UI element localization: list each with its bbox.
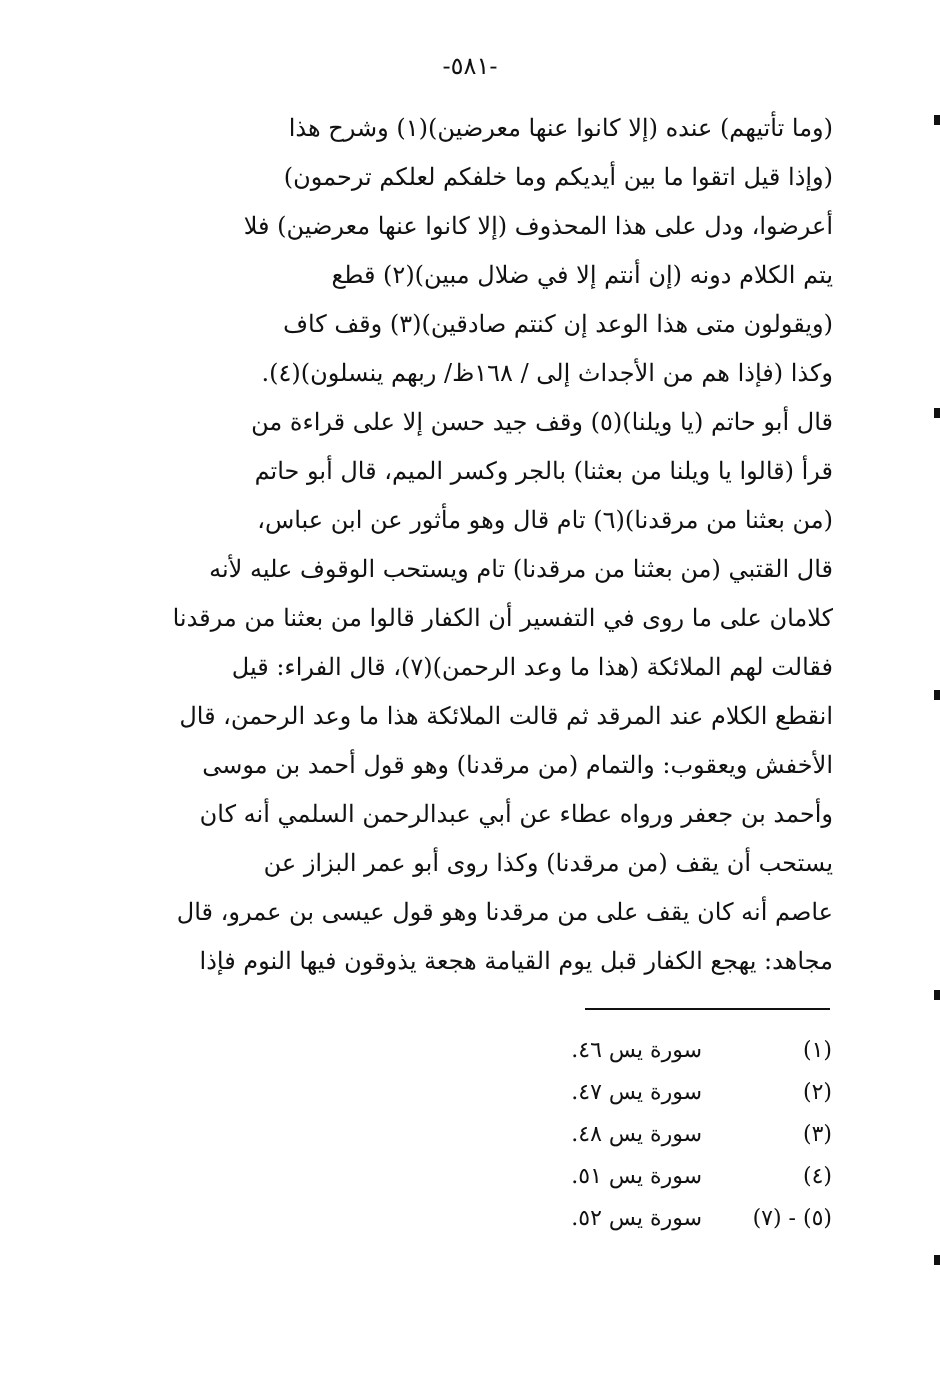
text-line: قال أبو حاتم (يا ويلنا)(٥) وقف جيد حسن إلا على قراءة من	[251, 408, 833, 436]
footnotes	[530, 1030, 832, 1240]
text-line: كلامان على ما روى في التفسير أن الكفار قالوا من بعثنا من مرقدنا	[172, 604, 833, 632]
scan-edge-mark	[934, 408, 940, 418]
text-line: انقطع الكلام عند المرقد ثم قالت الملائكة هذا ما وعد الرحمن، قال	[179, 702, 833, 730]
text-line: الأخفش ويعقوب: والتمام (من مرقدنا) وهو قول أحمد بن موسى	[202, 751, 833, 779]
scan-edge-mark	[934, 115, 940, 125]
footnote-text: سورة يس ٤٨.	[571, 1122, 702, 1147]
text-line: يستحب أن يقف (من مرقدنا) وكذا روى أبو عمر البزاز عن	[263, 849, 833, 877]
text-line: قال القتبي (من بعثنا من مرقدنا) تام ويستحب الوقوف عليه لأنه	[209, 555, 833, 583]
text-line: يتم الكلام دونه (إن أنتم إلا في ضلال مبين)(٢) قطع	[331, 261, 833, 289]
footnote-marker: (٤)	[802, 1164, 832, 1189]
footnote	[530, 1156, 832, 1198]
footnote-text: سورة يس ٥٢.	[571, 1206, 702, 1231]
page-number: -٥٨١-	[442, 52, 498, 80]
footnote	[530, 1030, 832, 1072]
footnote	[530, 1114, 832, 1156]
footnote-text: سورة يس ٤٧.	[571, 1080, 702, 1105]
text-line: (وما تأتيهم) عنده (إلا كانوا عنها معرضين)(١) وشرح هذا	[288, 114, 833, 142]
text-line: وكذا (فإذا هم من الأجداث إلى / ١٦٨ظ/ ربهم ينسلون)(٤).	[261, 359, 833, 387]
text-line: عاصم أنه كان يقف على من مرقدنا وهو قول عيسى بن عمرو، قال	[176, 898, 833, 926]
footnote	[530, 1198, 832, 1240]
footnote-marker: (١)	[802, 1038, 832, 1063]
footnote-text: سورة يس ٥١.	[571, 1164, 702, 1189]
scan-edge-mark	[934, 990, 940, 1000]
footnote-marker: (٥) - (٧)	[752, 1206, 832, 1231]
footnote-divider	[585, 1008, 830, 1010]
text-line: أعرضوا، ودل على هذا المحذوف (إلا كانوا عنها معرضين) فلا	[243, 212, 833, 240]
text-line: (ويقولون متى هذا الوعد إن كنتم صادقين)(٣) وقف كاف	[283, 310, 833, 338]
scan-edge-mark	[934, 690, 940, 700]
footnote-marker: (٢)	[802, 1080, 832, 1105]
text-line: (وإذا قيل اتقوا ما بين أيديكم وما خلفكم لعلكم ترحمون)	[283, 163, 833, 191]
text-line: قرأ (قالوا يا ويلنا من بعثنا) بالجر وكسر الميم، قال أبو حاتم	[254, 457, 833, 485]
scan-edge-mark	[934, 1255, 940, 1265]
footnote-marker: (٣)	[802, 1122, 832, 1147]
footnote-text: سورة يس ٤٦.	[571, 1038, 702, 1063]
text-line: (من بعثنا من مرقدنا)(٦) تام قال وهو مأثور عن ابن عباس،	[257, 506, 833, 534]
text-line: وأحمد بن جعفر ورواه عطاء عن أبي عبدالرحمن السلمي أنه كان	[199, 800, 833, 828]
text-line: فقالت لهم الملائكة (هذا ما وعد الرحمن)(٧)، قال الفراء: قيل	[231, 653, 833, 681]
body-text	[118, 104, 833, 986]
text-line: مجاهد: يهجع الكفار قبل يوم القيامة هجعة يذوقون فيها النوم فإذا	[199, 947, 833, 975]
footnote	[530, 1072, 832, 1114]
